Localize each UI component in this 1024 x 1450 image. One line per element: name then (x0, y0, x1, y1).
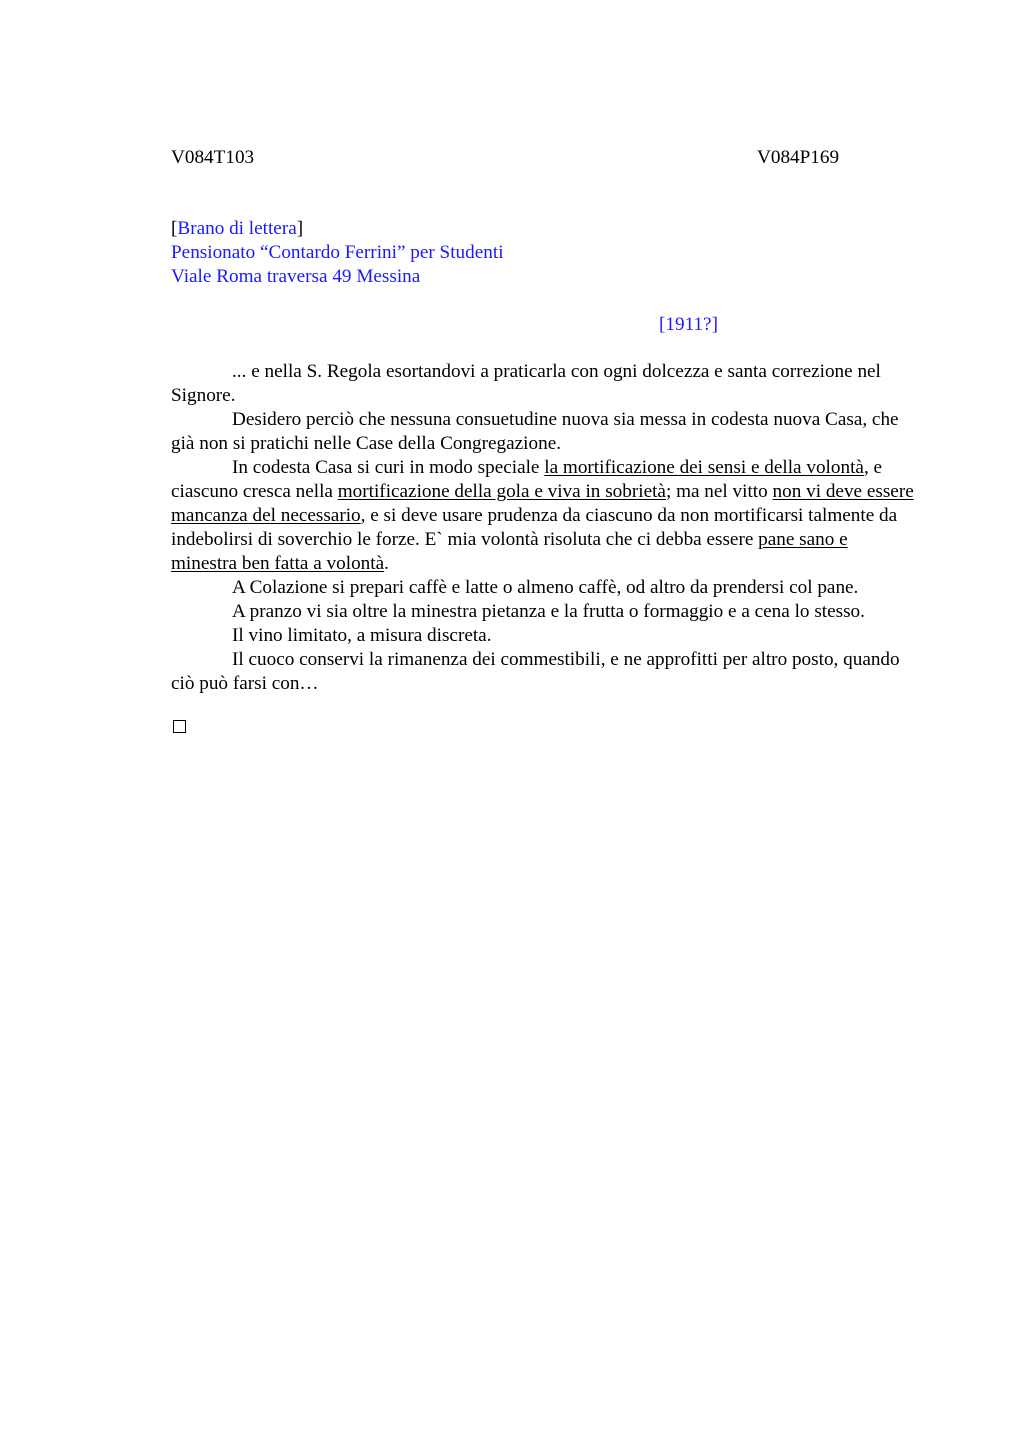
heading-title-line (171, 217, 504, 241)
paragraph-3-text-5: . (384, 553, 389, 574)
underlined-phrase-2: mortificazione della gola e viva in sobrietà (337, 481, 666, 502)
paragraph-3-text-1: In codesta Casa si curi in modo speciale (232, 457, 545, 478)
paragraph-3-text-4: , e si deve usare prudenza da ciascuno da non mortificarsi talmente da indebolirsi di soverchio le forze. E` mia volontà risoluta che ci debba essere (171, 505, 898, 550)
paragraph-3 (171, 456, 917, 576)
heading-address: Viale Roma traversa 49 Messina (171, 266, 421, 287)
heading-institution: Pensionato “Contardo Ferrini” per Studenti (171, 242, 504, 263)
paragraph-1: ... e nella S. Regola esortandovi a praticarla con ogni dolcezza e santa correzione nel Signore. (171, 361, 881, 406)
document-code-right: V084P169 (757, 147, 840, 168)
heading-title: Brano di lettera (177, 218, 297, 239)
underlined-phrase-1: la mortificazione dei sensi e della volontà (544, 457, 864, 478)
end-square-icon (173, 720, 186, 733)
bracket-close: ] (296, 218, 304, 239)
paragraph-6: Il vino limitato, a misura discreta. (232, 625, 492, 646)
paragraph-7: Il cuoco conservi la rimanenza dei commestibili, e ne approfitti per altro posto, quando ciò può farsi con… (171, 649, 900, 694)
paragraph-4: A Colazione si prepari caffè e latte o almeno caffè, od altro da prendersi col pane. (232, 577, 859, 598)
document-code-left: V084T103 (171, 147, 255, 168)
letter-date: [1911?] (659, 314, 718, 335)
paragraph-3-text-2: , e ciascuno cresca nella (171, 457, 883, 502)
letter-body (171, 360, 917, 696)
paragraph-3-text-3: ; ma nel vitto (665, 481, 773, 502)
paragraph-2: Desidero perciò che nessuna consuetudine nuova sia messa in codesta nuova Casa, che già non si pratichi nelle Case della Congregazione. (171, 409, 899, 454)
underlined-phrase-3: non vi deve essere mancanza del necessario (171, 481, 914, 526)
letter-heading (171, 217, 504, 289)
underlined-phrase-4: pane sano e minestra ben fatta a volontà (171, 529, 848, 574)
bracket-open: [ (171, 218, 178, 239)
paragraph-5: A pranzo vi sia oltre la minestra pietanza e la frutta o formaggio e a cena lo stesso. (232, 601, 865, 622)
